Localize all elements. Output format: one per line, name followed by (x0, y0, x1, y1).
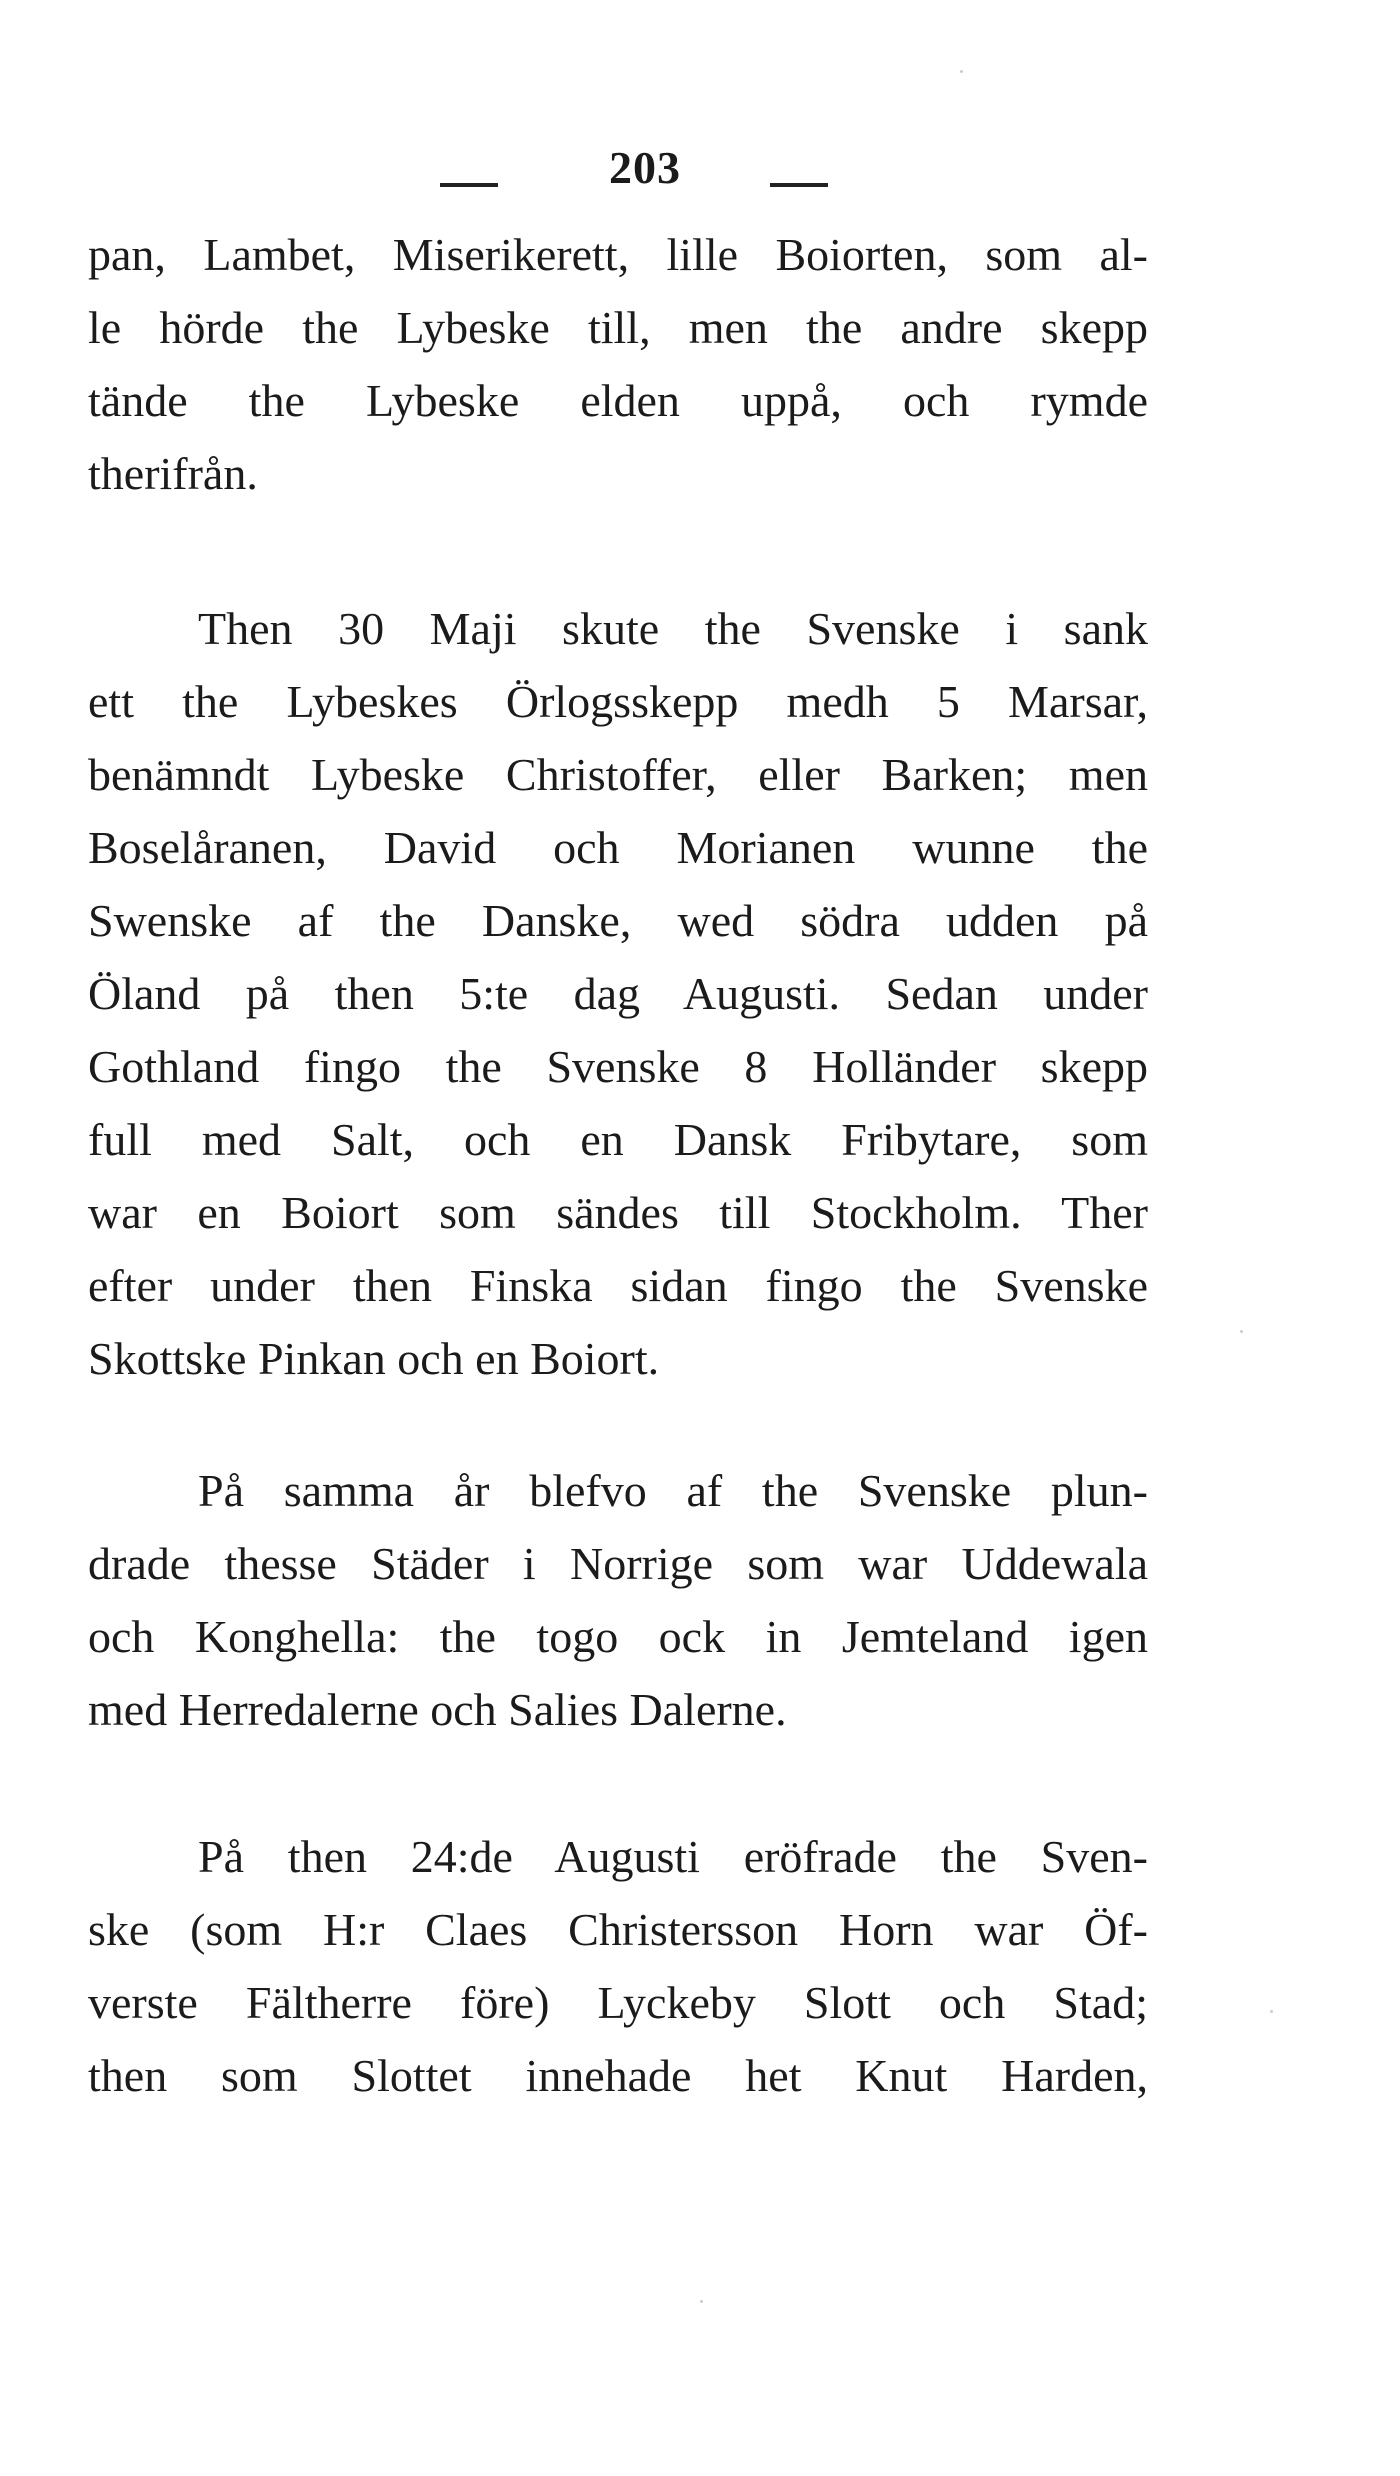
text-line: verste Fältherre före) Lyckeby Slott och Stad; (88, 1977, 1148, 2028)
text-line: På then 24:de Augusti eröfrade the Sven- (198, 1831, 1148, 1882)
text-line: Then 30 Maji skute the Svenske i sank (198, 603, 1148, 654)
text-line: Skottske Pinkan och en Boiort. (88, 1333, 660, 1384)
text-line: Gothland fingo the Svenske 8 Holländer skepp (88, 1041, 1148, 1092)
text-line: och Konghella: the togo ock in Jemteland igen (88, 1611, 1148, 1662)
text-line: Boselåranen, David och Morianen wunne the (88, 822, 1148, 873)
text-line: På samma år blefvo af the Svenske plun- (198, 1465, 1148, 1516)
paragraph-2 (88, 592, 1148, 1395)
page-number: 203 (609, 142, 681, 193)
text-line: le hörde the Lybeske till, men the andre skepp (88, 302, 1148, 353)
text-line: war en Boiort som sändes till Stockholm. Ther (88, 1187, 1148, 1238)
text-line: full med Salt, och en Dansk Fribytare, som (88, 1114, 1148, 1165)
text-line: then som Slottet innehade het Knut Harden, (88, 2050, 1148, 2101)
text-line: pan, Lambet, Miserikerett, lille Boiorten, som al- (88, 229, 1148, 280)
paper-speck (1270, 2010, 1273, 2013)
text-line: therifrån. (88, 448, 258, 499)
text-line: tände the Lybeske elden uppå, och rymde (88, 375, 1148, 426)
paper-speck (700, 2300, 703, 2303)
text-line: ske (som H:r Claes Christersson Horn war Öf- (88, 1904, 1148, 1955)
text-line: benämndt Lybeske Christoffer, eller Barken; men (88, 749, 1148, 800)
text-line: med Herredalerne och Salies Dalerne. (88, 1684, 787, 1735)
page-header (0, 133, 1400, 203)
text-line: ett the Lybeskes Örlogsskepp medh 5 Marsar, (88, 676, 1148, 727)
paper-speck (960, 70, 963, 73)
paragraph-4 (88, 1820, 1148, 2112)
header-dash-right (770, 183, 828, 187)
text-line: efter under then Finska sidan fingo the Svenske (88, 1260, 1148, 1311)
text-line: drade thesse Städer i Norrige som war Uddewala (88, 1538, 1148, 1589)
paper-speck (1240, 1330, 1243, 1333)
text-line: Swenske af the Danske, wed södra udden på (88, 895, 1148, 946)
paragraph-1 (88, 218, 1148, 510)
header-dash-left (440, 183, 498, 187)
paragraph-3 (88, 1454, 1148, 1746)
text-line: Öland på then 5:te dag Augusti. Sedan under (88, 968, 1148, 1019)
